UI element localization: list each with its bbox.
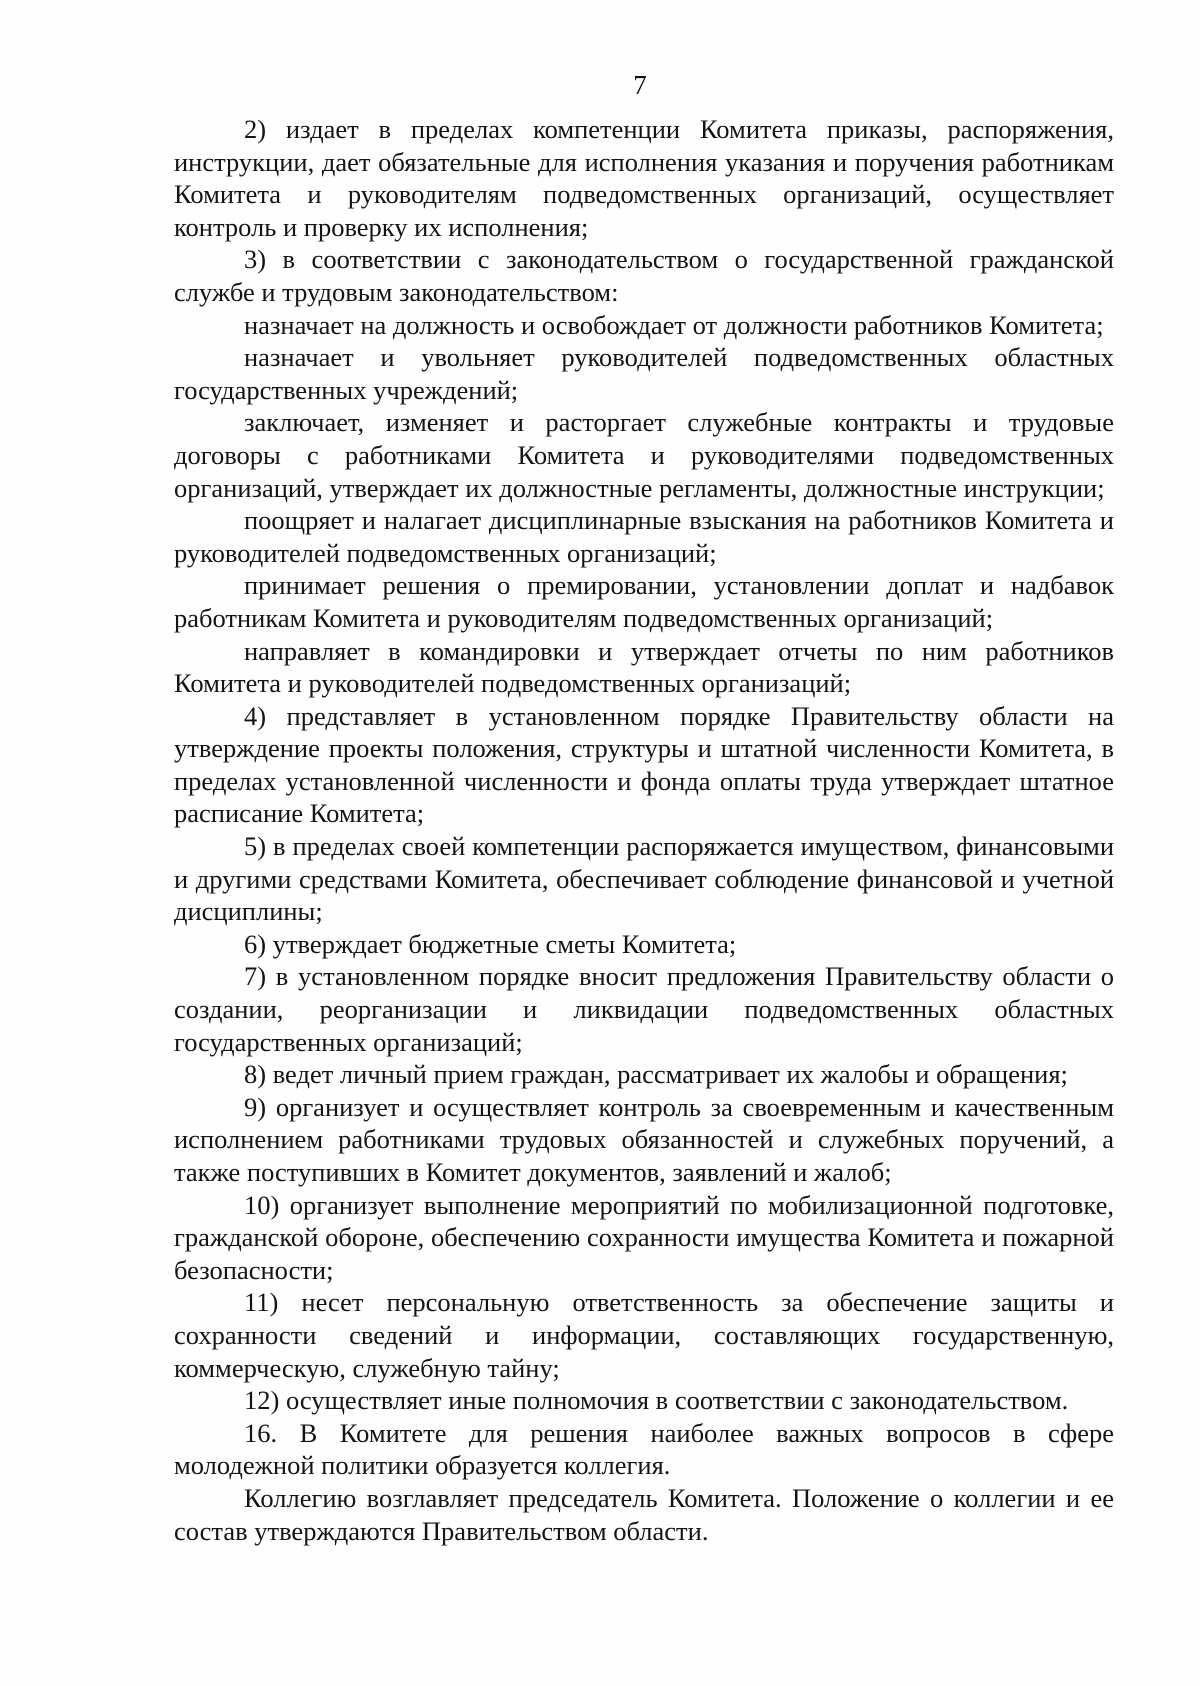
paragraph-business-trips: направляет в командировки и утверждает отчеты по ним работников Комитета и руководителей подведомственных организаций; bbox=[174, 635, 1114, 699]
paragraph-item-5: 5) в пределах своей компетенции распоряжается имуществом, финансовыми и другими средствами Комитета, обеспечивает соблюдение финансовой и учетной дисциплины; bbox=[174, 831, 1114, 927]
paragraph-item-10: 10) организует выполнение мероприятий по мобилизационной подготовке, гражданской обороне, обеспечению сохранности имущества Комитета и пожарной безопасности; bbox=[174, 1189, 1114, 1285]
paragraph-collegium: Коллегию возглавляет председатель Комитета. Положение о коллегии и ее состав утверждаются Правительством области. bbox=[174, 1482, 1114, 1546]
paragraph-item-9: 9) организует и осуществляет контроль за своевременным и качественным исполнением работниками трудовых обязанностей и служебных поручений, а также поступивших в Комитет документов, заявлений и жалоб; bbox=[174, 1091, 1114, 1187]
paragraph-item-7: 7) в установленном порядке вносит предложения Правительству области о создании, реорганизации и ликвидации подведомственных областных государственных организаций; bbox=[174, 961, 1114, 1057]
paragraph-appoint-heads: назначает и увольняет руководителей подведомственных областных государственных учреждений; bbox=[174, 342, 1114, 405]
document-body bbox=[174, 113, 1114, 1547]
paragraph-item-4: 4) представляет в установленном порядке Правительству области на утверждение проекты положения, структуры и штатной численности Комитета, в пределах установленной численности и фонда оплаты труда утверждает штатное расписание Комитета; bbox=[174, 700, 1114, 829]
paragraph-item-2: 2) издает в пределах компетенции Комитета приказы, распоряжения, инструкции, дает обязательные для исполнения указания и поручения работникам Комитета и руководителям подведомственных организаций, осуществляет контроль и проверку их исполнения; bbox=[174, 114, 1114, 242]
paragraph-section-16: 16. В Комитете для решения наиболее важных вопросов в сфере молодежной политики образуется коллегия. bbox=[174, 1417, 1114, 1481]
paragraph-item-3: 3) в соответствии с законодательством о государственной гражданской службе и трудовым законодательством: bbox=[174, 244, 1114, 307]
paragraph-item-6: 6) утверждает бюджетные сметы Комитета; bbox=[244, 928, 737, 959]
paragraph-bonuses: принимает решения о премировании, установлении доплат и надбавок работникам Комитета и руководителям подведомственных организаций; bbox=[174, 570, 1114, 633]
page-number: 7 bbox=[633, 70, 647, 100]
paragraph-appoint-dismiss: назначает на должность и освобождает от должности работников Комитета; bbox=[244, 309, 1104, 340]
paragraph-item-12: 12) осуществляет иные полномочия в соответствии с законодательством. bbox=[244, 1385, 1069, 1416]
paragraph-contracts: заключает, изменяет и расторгает служебные контракты и трудовые договоры с работниками Комитета и руководителями подведомственных организаций, утверждает их должностные регламенты, должностные инструкции; bbox=[174, 407, 1114, 503]
paragraph-discipline: поощряет и налагает дисциплинарные взыскания на работников Комитета и руководителей подведомственных организаций; bbox=[174, 505, 1114, 568]
paragraph-item-8: 8) ведет личный прием граждан, рассматривает их жалобы и обращения; bbox=[244, 1059, 1068, 1090]
paragraph-item-11: 11) несет персональную ответственность за обеспечение защиты и сохранности сведений и информации, составляющих государственную, коммерческую, служебную тайну; bbox=[174, 1287, 1114, 1383]
